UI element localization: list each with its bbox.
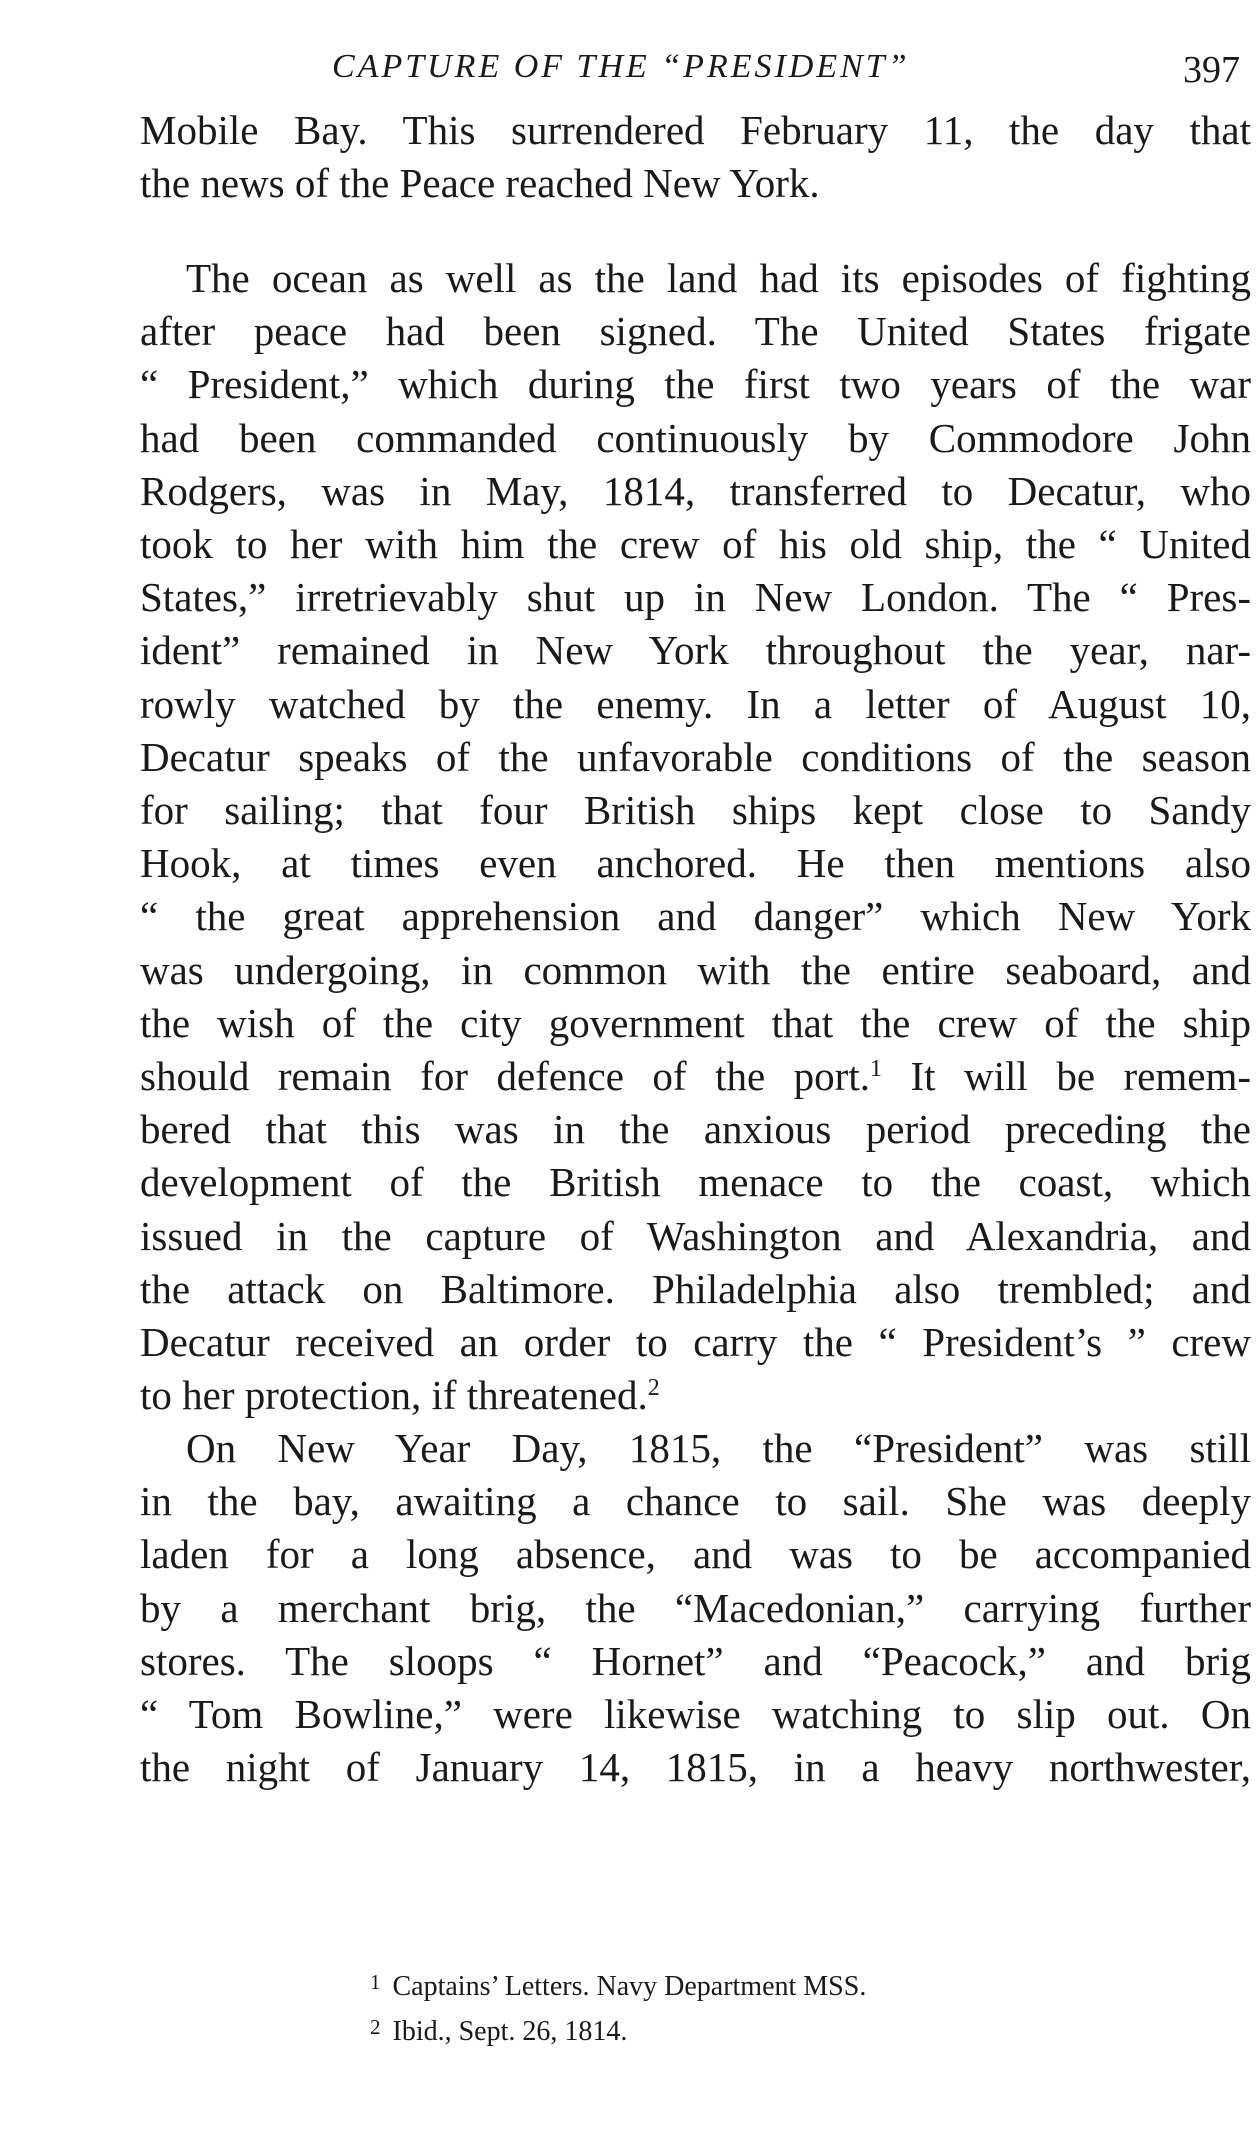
paragraph-line: by a merchant brig, the “Macedonian,” carrying further bbox=[140, 1584, 1251, 1631]
paragraph-line: the wish of the city government that the crew of the ship bbox=[140, 999, 1251, 1046]
running-head bbox=[140, 48, 1240, 98]
footnote-ref-2: 2 bbox=[647, 1375, 660, 1402]
paragraph-line: The ocean as well as the land had its episodes of fighting bbox=[186, 255, 1251, 301]
paragraph-line: had been commanded continuously by Commodore John bbox=[140, 414, 1251, 461]
paragraph-line: stores. The sloops “ Hornet” and “Peacock,” and brig bbox=[140, 1637, 1251, 1684]
paragraph-1 bbox=[140, 104, 1251, 210]
paragraph-line: “ Tom Bowline,” were likewise watching to slip out. On bbox=[140, 1691, 1251, 1738]
paragraph-3 bbox=[140, 1422, 1251, 1794]
paragraph-line: after peace had been signed. The United States frigate bbox=[140, 308, 1251, 355]
footnotes bbox=[370, 1962, 866, 2052]
footnote bbox=[370, 2007, 866, 2052]
paragraph-line: Rodgers, was in May, 1814, transferred to Decatur, who bbox=[140, 467, 1251, 514]
footnote-mark: 2 bbox=[370, 2015, 381, 2039]
footnote bbox=[370, 1962, 866, 2007]
paragraph-line: the attack on Baltimore. Philadelphia also trembled; and bbox=[140, 1265, 1251, 1312]
footnote-mark: 1 bbox=[370, 1970, 381, 1994]
paragraph-line: laden for a long absence, and was to be accompanied bbox=[140, 1531, 1251, 1578]
paragraph-line: in the bay, awaiting a chance to sail. She was deeply bbox=[140, 1478, 1251, 1525]
running-title: CAPTURE OF THE “PRESIDENT” bbox=[332, 48, 910, 85]
paragraph-line: Hook, at times even anchored. He then mentions also bbox=[140, 840, 1251, 887]
paragraph-line: was undergoing, in common with the entire seaboard, and bbox=[140, 946, 1251, 993]
paragraph-line: the night of January 14, 1815, in a heavy northwester, bbox=[140, 1744, 1251, 1791]
line-text: should remain for defence of the port. bbox=[140, 1053, 870, 1100]
paragraph-line: development of the British menace to the coast, which bbox=[140, 1159, 1251, 1206]
paragraph-line: rowly watched by the enemy. In a letter of August 10, bbox=[140, 680, 1251, 727]
paragraph-line: took to her with him the crew of his old ship, the “ United bbox=[140, 521, 1251, 568]
paragraph-line: “ President,” which during the first two years of the war bbox=[140, 361, 1251, 408]
paragraph-2 bbox=[140, 252, 1251, 1422]
paragraph-line: On New Year Day, 1815, the “President” was still bbox=[186, 1425, 1251, 1471]
paragraph-line: Decatur speaks of the unfavorable conditions of the season bbox=[140, 733, 1251, 780]
paragraph-line-with-footnote bbox=[140, 1369, 1251, 1422]
paragraph-line: issued in the capture of Washington and Alexandria, and bbox=[140, 1212, 1251, 1259]
paragraph-line: Decatur received an order to carry the “ President’s ” crew bbox=[140, 1319, 1251, 1366]
footnote-ref-1: 1 bbox=[869, 1056, 882, 1083]
paragraph-line-with-footnote bbox=[140, 1050, 1251, 1103]
paragraph-line: Mobile Bay. This surrendered February 11, the day that bbox=[140, 107, 1251, 153]
paragraph-line: bered that this was in the anxious period preceding the bbox=[140, 1106, 1251, 1153]
line-text: to her protection, if threatened. bbox=[140, 1372, 648, 1419]
paragraph-line: “ the great apprehension and danger” which New York bbox=[140, 893, 1251, 940]
footnote-text: Captains’ Letters. Navy Department MSS. bbox=[392, 1971, 867, 2002]
paragraph-line: ident” remained in New York throughout the year, nar- bbox=[140, 627, 1251, 674]
paragraph-line: for sailing; that four British ships kept close to Sandy bbox=[140, 787, 1251, 834]
footnote-text: Ibid., Sept. 26, 1814. bbox=[392, 2016, 628, 2047]
paragraph-line: States,” irretrievably shut up in New London. The “ Pres- bbox=[140, 574, 1251, 621]
paragraph-line: the news of the Peace reached New York. bbox=[140, 160, 820, 207]
page-number: 397 bbox=[1183, 49, 1240, 91]
line-tail: It will be remem- bbox=[881, 1053, 1251, 1100]
